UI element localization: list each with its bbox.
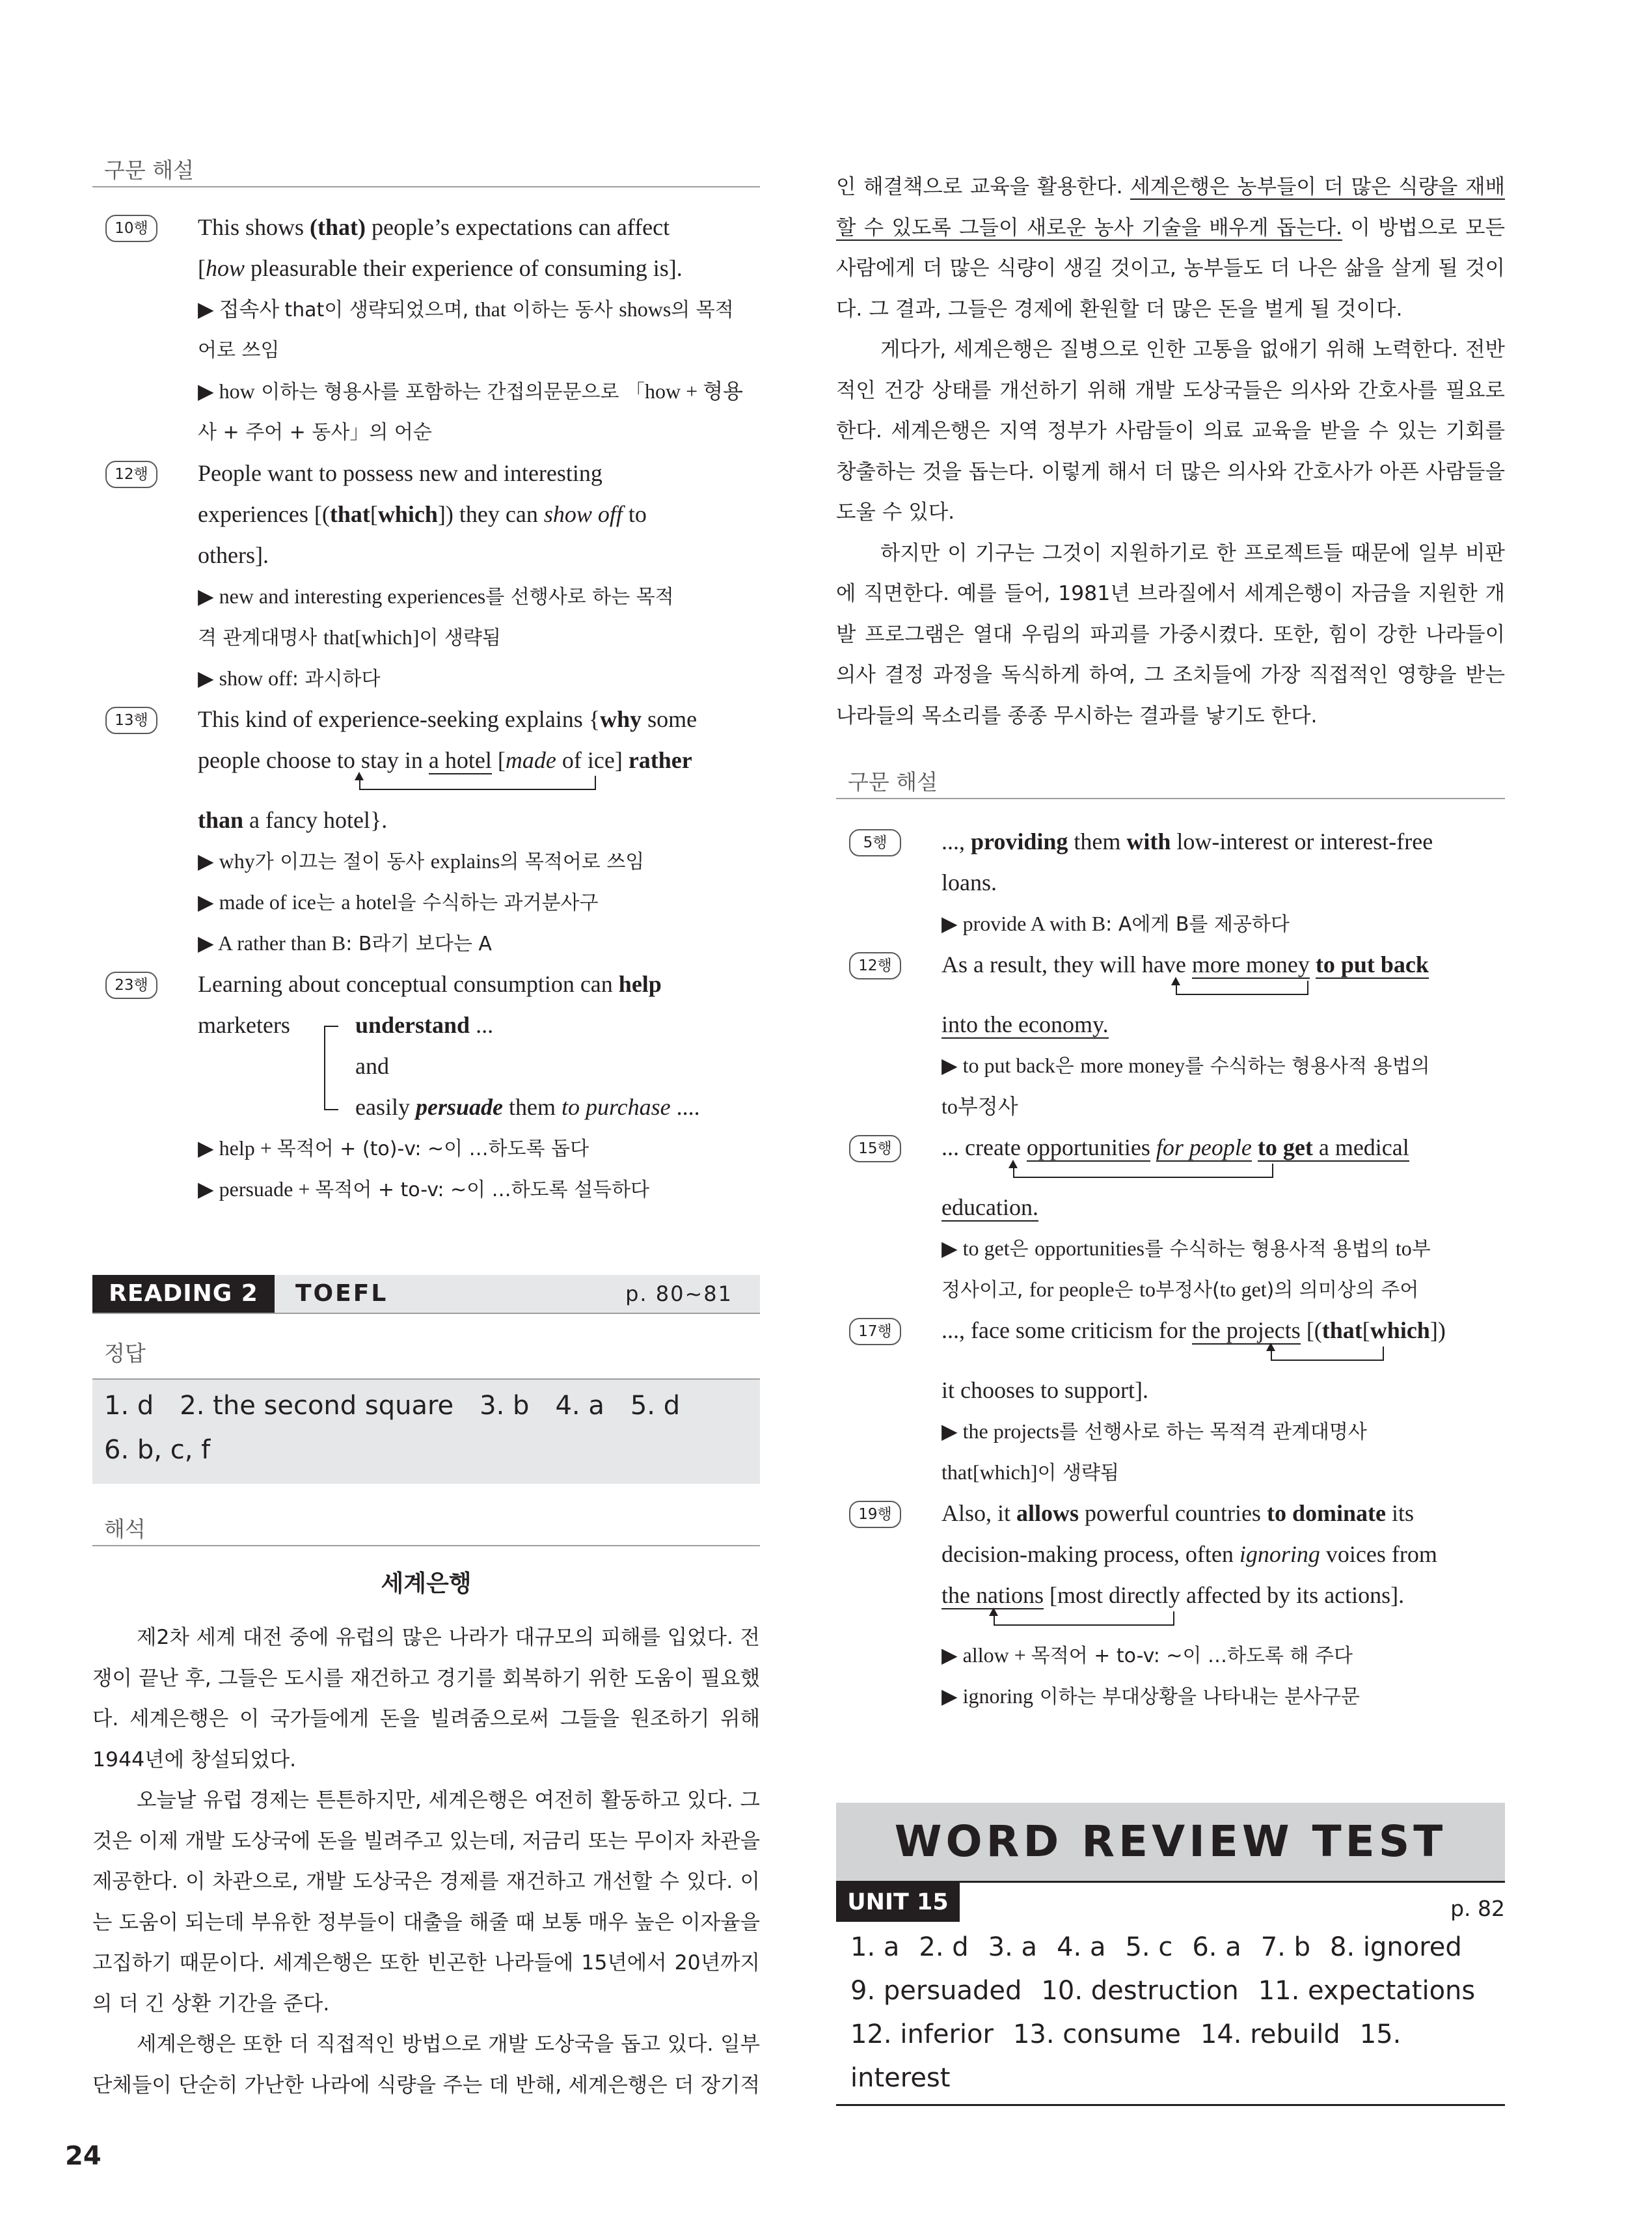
sentence-line: ... create opportunities for people to get a medical [941,1134,1409,1160]
arrow-up-icon [355,772,364,780]
answer-line: 1. d 2. the second square 3. b 4. a 5. d [104,1391,681,1421]
reading-section-bar [92,1275,760,1314]
sentence-line: ..., providing them with low-interest or interest-free [941,828,1433,855]
arrow-up-icon [1266,1343,1275,1351]
note-line: ▶ to get은 opportunities를 수식하는 형용사적 용법의 to부 [941,1237,1431,1261]
sentence-line: others]. [198,542,269,568]
paragraph: 인 해결책으로 교육을 활용한다. 세계은행은 농부들이 더 많은 식량을 재배할 수 있도록 그들이 새로운 농사 기술을 배우게 돕는다. 이 방법으로 모든 사람에게 더 많은 식량이 생길 것이고, 농부들도 더 나은 삶을 살게 될 것이다. 그 결과, 그들은 경제에 환원할 더 많은 돈을 벌게 될 것이다. [836,175,1505,321]
sentence-line: understand ... [355,1012,494,1038]
modifier-bracket [994,1611,1174,1626]
sentence-line: loans. [941,869,997,896]
sentence-line: marketers [198,1012,290,1038]
note-line: ▶ made of ice는 a hotel을 수식하는 과거분사구 [198,890,599,914]
line-tag: 23행 [105,972,157,999]
word-review-title: WORD REVIEW TEST [836,1803,1505,1881]
translation-heading: 해석 [92,1516,760,1546]
arrow-up-icon [1171,977,1180,985]
modifier-bracket [1271,1347,1384,1361]
note-line: 격 관계대명사 that[which]이 생략됨 [198,625,501,650]
sentence-line: People want to possess new and interesting [198,460,603,486]
paragraph: 세계은행은 또한 더 직접적인 방법으로 개발 도상국을 돕고 있다. 일부 단체들이 단순히 가난한 나라에 식량을 주는 데 반해, 세계은행은 더 장기적 [92,2032,760,2097]
sentence-line: people choose to stay in a hotel [made of ice] rather [198,747,692,773]
divider [836,2100,1505,2106]
modifier-bracket [1013,1164,1273,1178]
note-line: that[which]이 생략됨 [941,1460,1119,1484]
note-line: ▶ provide A with B: A에게 B를 제공하다 [941,912,1290,936]
sentence-line: Also, it allows powerful countries to dominate its [941,1500,1414,1526]
paragraph: 게다가, 세계은행은 질병으로 인한 고통을 없애기 위해 노력한다. 전반적인 건강 상태를 개선하기 위해 개발 도상국들은 의사와 간호사를 필요로 한다. 세계은행은 지역 정부가 사람들이 의료 교육을 받을 수 있는 기회를 창출하는 것을 돕는다. 이렇게 해서 더 많은 의사와 간호사가 아픈 사람들을 도울 수 있다. [836,338,1505,524]
note-line: ▶ 접속사 that이 생략되었으며, that 이하는 동사 shows의 목적 [198,297,734,321]
note-line: to부정사 [941,1095,1018,1118]
sentence-line: Learning about conceptual consumption can help [198,971,662,997]
grammar-heading: 구문 해설 [92,157,760,187]
note-line: ▶ help + 목적어 + (to)-v: ~이 …하도록 돕다 [198,1136,589,1160]
arrow-up-icon [989,1607,998,1616]
answer-box [92,1378,760,1484]
sentence-line: it chooses to support]. [941,1377,1148,1403]
translation-continued [836,167,1505,736]
sentence-line: into the economy. [941,1011,1109,1037]
note-line: ▶ allow + 목적어 + to-v: ~이 …하도록 해 주다 [941,1643,1353,1667]
sentence-line: experiences [(that[which]) they can show off to [198,501,647,527]
sentence-line: the nations [most directly affected by its actions]. [941,1582,1405,1608]
page-range: p. 80~81 [625,1281,733,1306]
unit-page: p. 82 [1450,1896,1505,1921]
line-tag: 10행 [105,215,157,242]
unit-bar [836,1881,1505,1926]
line-tag: 17행 [849,1318,901,1345]
note-line: ▶ the projects를 선행사로 하는 목적격 관계대명사 [941,1419,1367,1443]
sentence-line: education. [941,1194,1038,1220]
note-line: ▶ new and interesting experiences를 선행사로 하는 목적 [198,584,674,609]
note-line: ▶ how 이하는 형용사를 포함하는 간접의문문으로 「how + 형용 [198,379,744,403]
line-tag: 5행 [849,829,901,856]
sentence-line: decision-making process, often ignoring voices from [941,1541,1437,1567]
note-line: 사 + 주어 + 동사」의 어순 [198,421,432,444]
note-line: ▶ why가 이끄는 절이 동사 explains의 목적어로 쓰임 [198,849,645,873]
test-label: TOEFL [275,1275,760,1313]
note-line: 정사이고, for people은 to부정사(to get)의 의미상의 주어 [941,1278,1419,1302]
line-tag: 12행 [105,461,157,488]
note-line: ▶ show off: 과시하다 [198,666,381,691]
word-review-answers [836,1926,1505,2100]
page-number: 24 [65,2141,102,2171]
answer-heading: 정답 [104,1341,146,1366]
sentence-line: ..., face some criticism for the projects [(that[which]) [941,1317,1446,1343]
word-review-test [836,1803,1505,2106]
answer-row: 12. inferior 13. consume 14. rebuild 15. interest [850,2019,1401,2093]
note-line: ▶ ignoring 이하는 부대상황을 나타내는 분사구문 [941,1684,1360,1708]
paragraph: 오늘날 유럽 경제는 튼튼하지만, 세계은행은 여전히 활동하고 있다. 그것은 이제 개발 도상국에 돈을 빌려주고 있는데, 저금리 또는 무이자 차관을 제공한다. 이 차관으로, 개발 도상국은 경제를 재건하고 개선할 수 있다. 이는 도움이 되는데 부유한 정부들이 대출을 해줄 때 보통 매우 높은 이자율을 고집하기 때문이다. 세계은행은 또한 빈곤한 나라들에 15년에서 20년까지의 더 긴 상환 기간을 준다. [92,1788,760,2016]
translation-text [92,1617,760,2105]
sentence-line: [how pleasurable their experience of consuming is]. [198,255,683,281]
paragraph: 제2차 세계 대전 중에 유럽의 많은 나라가 대규모의 피해를 입었다. 전쟁이 끝난 후, 그들은 도시를 재건하고 경기를 회복하기 위한 도움이 필요했다. 세계은행은 이 국가들에게 돈을 빌려줌으로써 그들을 원조하기 위해 1944년에 창설되었다. [92,1626,760,1771]
line-tag: 15행 [849,1135,901,1162]
translation-title: 세계은행 [381,1570,472,1597]
arrow-up-icon [1009,1160,1018,1168]
modifier-bracket [1176,981,1308,995]
grammar-heading: 구문 해설 [836,769,1505,799]
modifier-bracket [359,776,596,790]
reading-label: READING 2 [92,1275,275,1313]
sentence-line: This kind of experience-seeking explains {why some [198,706,697,732]
note-line: ▶ A rather than B: B라기 보다는 A [198,931,492,955]
paragraph: 하지만 이 기구는 그것이 지원하기로 한 프로젝트들 때문에 일부 비판에 직면한다. 예를 들어, 1981년 브라질에서 세계은행이 자금을 지원한 개발 프로그램은 열대 우림의 파괴를 가중시켰다. 또한, 힘이 강한 나라들이 의사 결정 과정을 독식하게 하여, 그 조치들에 가장 직접적인 영향을 받는 나라들의 목소리를 종종 무시하는 결과를 낳기도 한다. [836,541,1505,728]
parallel-bracket [324,1026,338,1110]
sentence-line: As a result, they will have more money to put back [941,951,1429,978]
sentence-line: than a fancy hotel}. [198,807,388,833]
line-tag: 13행 [105,707,157,734]
answer-row: 1. a 2. d 3. a 4. a 5. c 6. a 7. b 8. ignored [850,1932,1462,1962]
sentence-line: easily persuade them to purchase .... [355,1094,700,1120]
line-tag: 12행 [849,952,901,979]
note-line: ▶ to put back은 more money를 수식하는 형용사적 용법의 [941,1054,1430,1078]
answer-line: 6. b, c, f [104,1435,211,1465]
sentence-line: This shows (that) people’s expectations can affect [198,214,670,240]
line-tag: 19행 [849,1501,901,1528]
unit-label: UNIT 15 [836,1883,960,1922]
note-line: ▶ persuade + 목적어 + to-v: ~이 …하도록 설득하다 [198,1177,650,1201]
answer-row: 9. persuaded 10. destruction 11. expectations [850,1976,1476,2006]
note-line: 어로 쓰임 [198,339,280,362]
sentence-line: and [355,1053,389,1079]
